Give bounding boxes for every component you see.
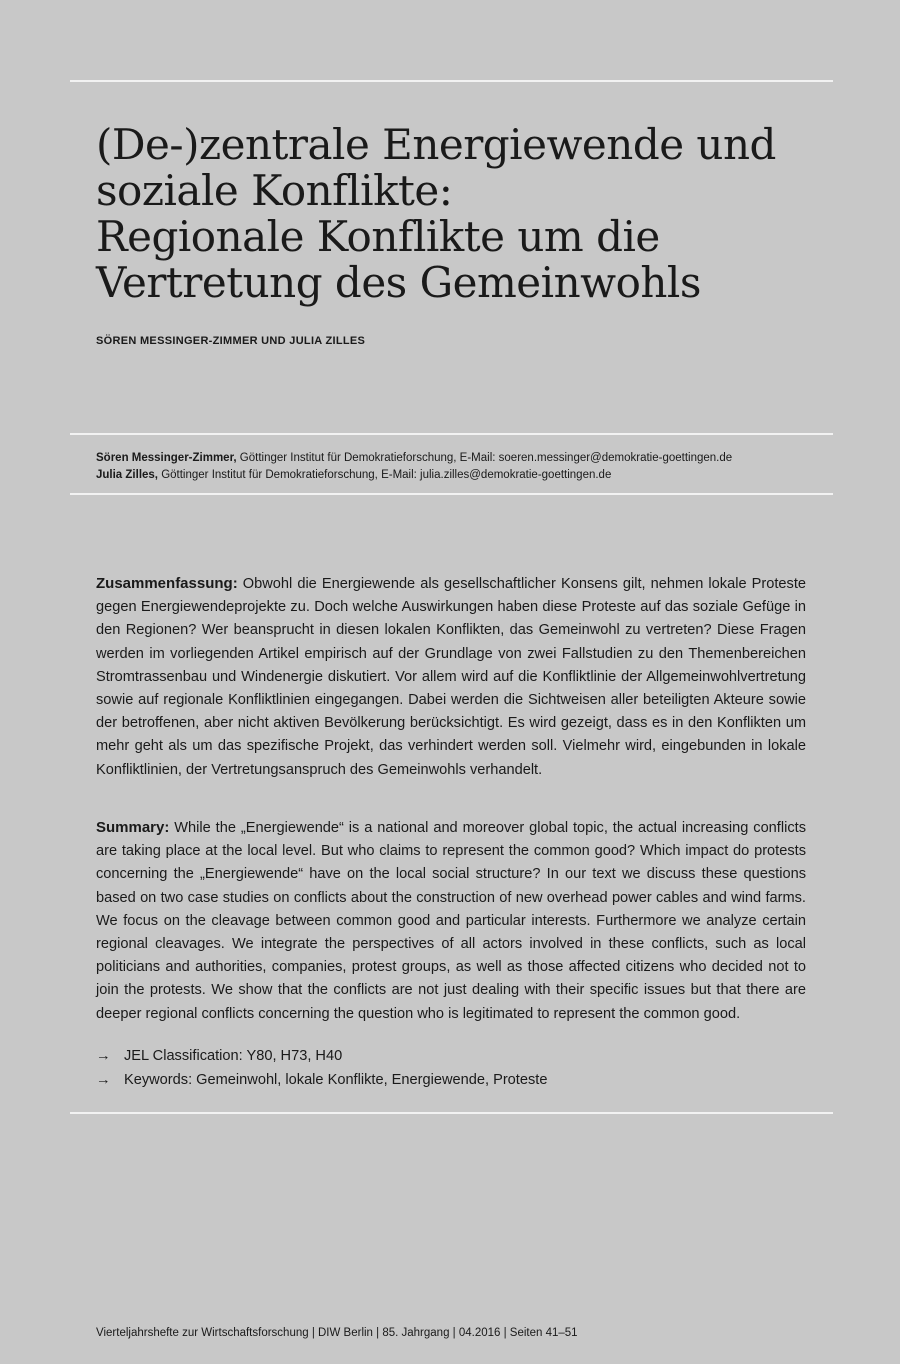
abstract-english-label: Summary: — [96, 819, 170, 836]
title-line: Regionale Konflikte um die — [96, 212, 660, 261]
bottom-rule — [70, 1112, 833, 1114]
affiliation-detail: Göttinger Institut für Demokratieforschung, E-Mail: julia.zilles@demokratie-goettingen.de — [158, 469, 612, 481]
abstract-german-label: Zusammenfassung: — [96, 575, 238, 592]
affiliation-name: Sören Messinger-Zimmer, — [96, 452, 237, 464]
keywords-line — [96, 1069, 547, 1093]
arrow-icon: → — [96, 1048, 111, 1064]
title-line: soziale Konflikte: — [96, 166, 453, 215]
abstract-german-text: Obwohl die Energiewende als gesellschaftlicher Konsens gilt, nehmen lokale Proteste gegen Energiewendeprojekte zu. Doch welche Auswirkungen haben diese Proteste auf das soziale Gefüge in den Regionen? Wer beansprucht in diesen lokalen Konflikten, das Gemeinwohl zu vertreten? Diese Fragen werden im vorliegenden Artikel empirisch auf der Grundlage von zwei Fallstudien zu den Themenbereichen Stromtrassenbau und Windenergie diskutiert. Vor allem wird auf die Konfliktlinie der Allgemeinwohlvertretung sowie auf regionale Konfliktlinien eingegangen. Dabei werden die Sichtweisen aller beteiligten Akteure sowie der betroffenen, aber nicht aktiven Bevölkerung berücksichtigt. Es wird gezeigt, dass es in den Konflikten um mehr geht als um das spezifische Projekt, das verhindert werden soll. Vielmehr wird, eingebunden in lokale Konfliktlinien, der Vertretungsanspruch des Gemeinwohls verhandelt. — [96, 576, 806, 778]
top-rule — [70, 80, 833, 82]
jel-classification: JEL Classification: Y80, H73, H40 — [124, 1048, 343, 1064]
affiliations — [96, 450, 833, 484]
affiliation-entry — [96, 450, 833, 467]
affiliation-name: Julia Zilles, — [96, 469, 158, 481]
title-line: (De-)zentrale Energiewende und — [96, 120, 776, 169]
journal-footer: Vierteljahrshefte zur Wirtschaftsforschung | DIW Berlin | 85. Jahrgang | 04.2016 | Seiten 41–51 — [96, 1327, 578, 1339]
abstract-english — [96, 816, 806, 1026]
affiliation-entry — [96, 467, 833, 484]
affiliation-bottom-rule — [70, 493, 833, 495]
article-title — [96, 122, 816, 306]
abstract-german — [96, 572, 806, 782]
arrow-icon: → — [96, 1071, 111, 1088]
affiliation-top-rule — [70, 433, 833, 435]
classification-block — [96, 1045, 547, 1092]
jel-line — [96, 1045, 547, 1069]
keywords: Keywords: Gemeinwohl, lokale Konflikte, Energiewende, Proteste — [124, 1071, 548, 1088]
affiliation-detail: Göttinger Institut für Demokratieforschung, E-Mail: soeren.messinger@demokratie-goettingen.de — [236, 452, 733, 464]
abstract-english-text: While the „Energiewende“ is a national and moreover global topic, the actual increasing conflicts are taking place at the local level. But who claims to represent the common good? Which impact do protests concerning the „Energiewende“ have on the local social structure? In our text we discuss these questions based on two case studies on conflicts about the construction of new overhead power cables and wind farms. We focus on the cleavage between common good and particular interests. Furthermore we analyze certain regional cleavages. We integrate the perspectives of all actors involved in these conflicts, such as local politicians and authorities, companies, protest groups, as well as those affected citizens who decided not to join the protests. We show that the conflicts are not just dealing with their specific issues but that there are deeper regional conflicts concerning the question who is legitimated to represent the common good. — [96, 820, 806, 1022]
title-line: Vertretung des Gemeinwohls — [96, 258, 701, 307]
author-line: SÖREN MESSINGER-ZIMMER UND JULIA ZILLES — [96, 335, 366, 347]
